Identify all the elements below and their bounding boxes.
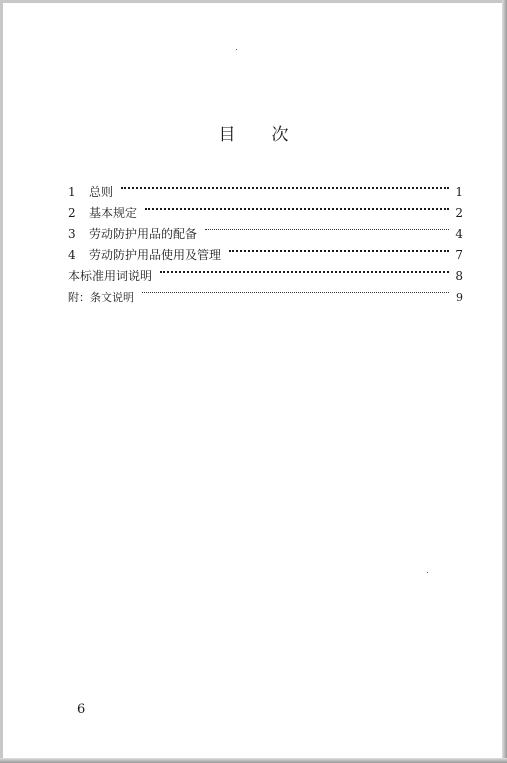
toc-entry[interactable] (68, 175, 463, 199)
toc-leader-dots (229, 238, 449, 259)
toc-leader-dots (121, 175, 449, 196)
toc-entry[interactable] (68, 196, 463, 220)
page-title-char: 次 (271, 125, 289, 145)
toc-entry-label: 劳动防护用品使用及管理 (89, 248, 222, 262)
toc-entry-page: 9 (456, 291, 463, 304)
toc-entry-label: 总则 (89, 185, 114, 199)
toc-entry-page: 4 (455, 227, 463, 241)
toc-entry-label: 劳动防护用品的配备 (89, 227, 198, 241)
page-title-char: 目 (218, 125, 236, 145)
page-frame-left (0, 0, 3, 763)
scan-speck (427, 572, 428, 573)
toc-entry-number: 3 (68, 227, 76, 241)
toc-entry-page: 1 (455, 185, 463, 199)
toc-entry-page: 8 (455, 269, 463, 283)
toc-entry-page: 7 (455, 248, 463, 262)
scan-speck (236, 49, 237, 50)
toc-leader-dots (160, 259, 449, 280)
page-number: 6 (77, 702, 86, 717)
toc-entry-page: 2 (455, 206, 463, 220)
toc-entry-label: 本标准用词说明 (68, 269, 153, 283)
toc-entry-label: 基本规定 (89, 206, 138, 220)
toc-entry-label: 附：条文说明 (68, 291, 134, 304)
page-shadow-bottom (0, 758, 507, 763)
page-shadow-right (502, 0, 507, 763)
page-title (0, 120, 507, 144)
toc-leader-dots (142, 280, 449, 301)
toc-entry-number: 4 (68, 248, 76, 262)
toc-entry-number: 2 (68, 206, 76, 220)
table-of-contents (68, 175, 463, 304)
toc-leader-dots (145, 196, 449, 217)
toc-entry-number: 1 (68, 185, 76, 199)
toc-leader-dots (205, 217, 449, 238)
page-frame-top (0, 0, 507, 3)
